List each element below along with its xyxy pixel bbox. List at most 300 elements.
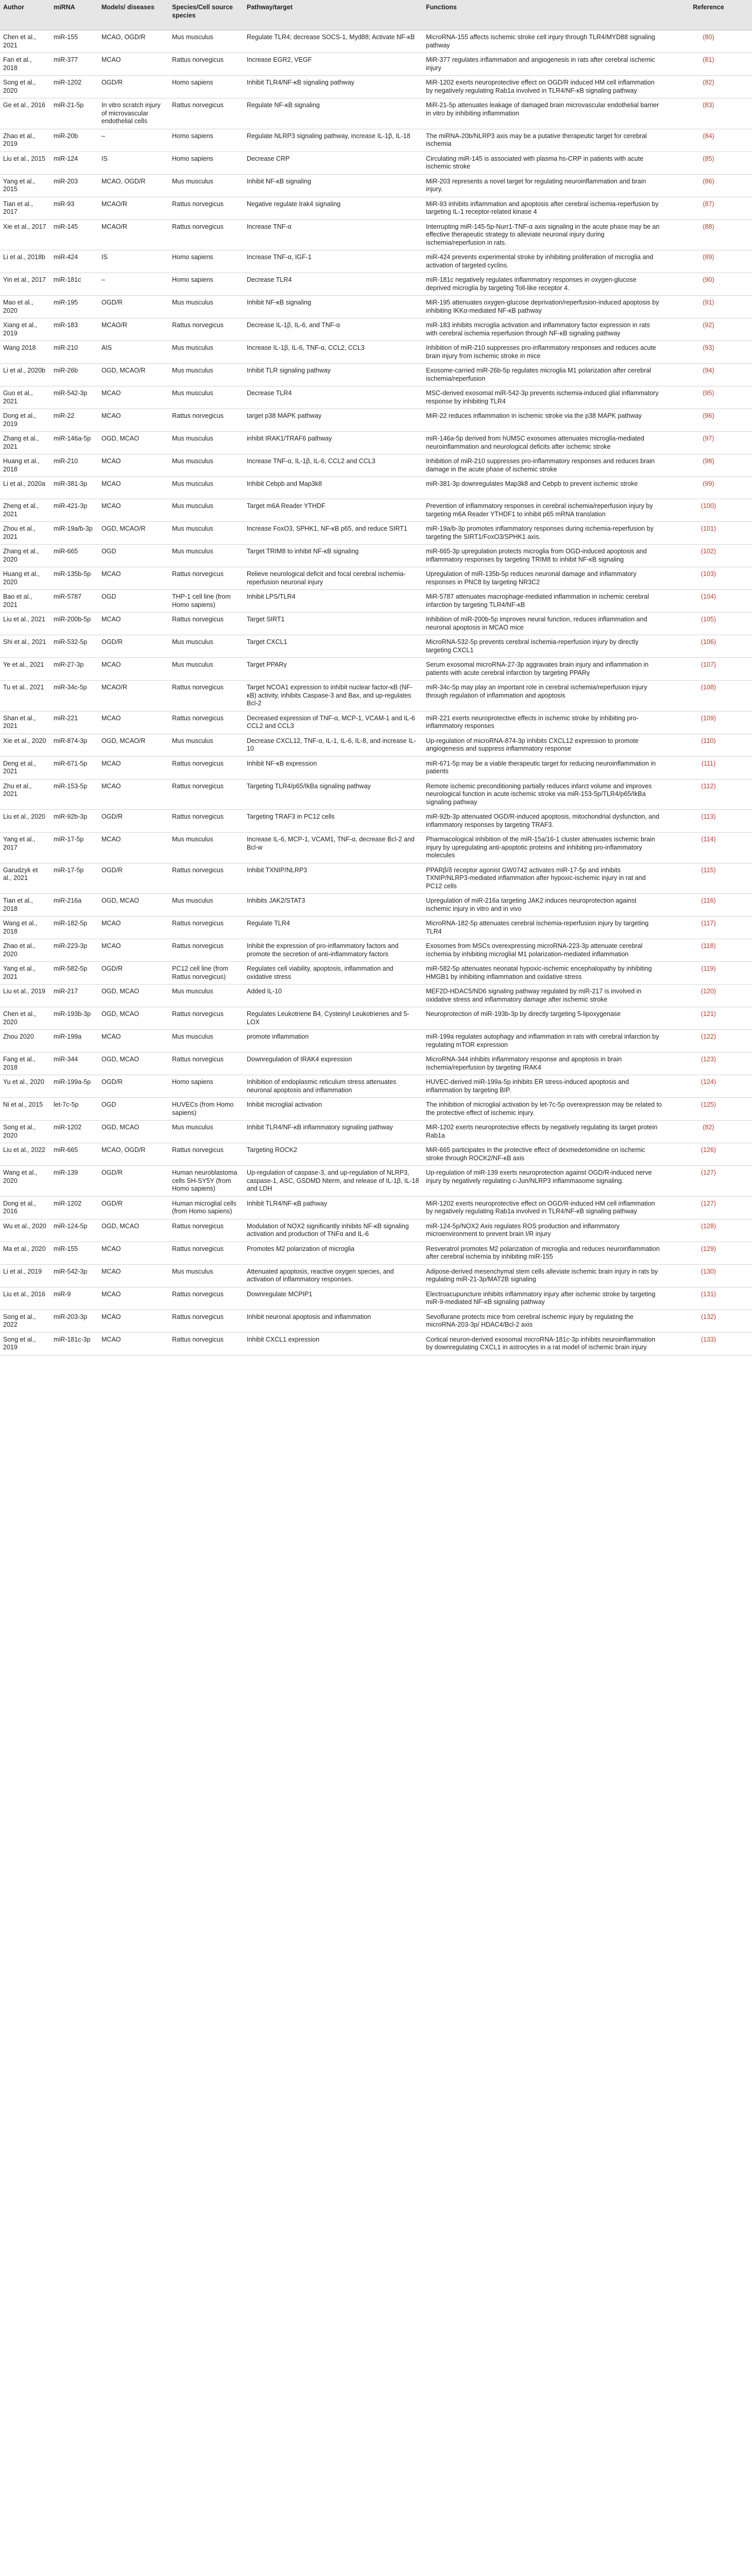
- cell-author: Zheng et al., 2021: [0, 499, 50, 522]
- cell-species: Rattus norvegicus: [169, 1219, 244, 1242]
- cell-reference[interactable]: (120): [665, 985, 752, 1007]
- cell-mirna: let-7c-5p: [50, 1098, 98, 1121]
- cell-function: MicroRNA-155 affects ischemic stroke cell injury through TLR4/MYD88 signaling pathway: [423, 30, 665, 53]
- cell-model: MCAO: [98, 454, 169, 477]
- cell-author: Yu et al., 2020: [0, 1075, 50, 1098]
- cell-author: Chen et al., 2021: [0, 30, 50, 53]
- cell-author: Li et al., 2019: [0, 1264, 50, 1287]
- cell-mirna: miR-20b: [50, 129, 98, 151]
- cell-reference[interactable]: (90): [665, 273, 752, 296]
- table-row: [0, 1332, 752, 1355]
- cell-model: OGD/R: [98, 76, 169, 98]
- cell-author: Xie et al., 2020: [0, 734, 50, 756]
- cell-pathway: Regulate TLR4: [244, 917, 423, 939]
- table-row: [0, 1143, 752, 1166]
- cell-author: Deng et al., 2021: [0, 756, 50, 779]
- cell-pathway: Increase TNF-α, IL-1β, IL-6, CCL2 and CCL3: [244, 454, 423, 477]
- cell-reference[interactable]: (106): [665, 635, 752, 658]
- cell-pathway: Promotes M2 polarization of microglia: [244, 1242, 423, 1264]
- cell-species: Mus musculus: [169, 545, 244, 567]
- cell-pathway: Inhibit neuronal apoptosis and inflammation: [244, 1310, 423, 1332]
- cell-reference[interactable]: (82): [665, 76, 752, 98]
- cell-species: Rattus norvegicus: [169, 567, 244, 590]
- cell-mirna: miR-665: [50, 545, 98, 567]
- cell-reference[interactable]: (88): [665, 219, 752, 250]
- cell-author: Chen et al., 2020: [0, 1007, 50, 1030]
- cell-model: In vitro scratch injury of microvascular endothelial cells: [98, 98, 169, 129]
- table-row: [0, 454, 752, 477]
- cell-function: MicroRNA-182-5p attenuates cerebral ischemia-reperfusion injury by targeting TLR4: [423, 917, 665, 939]
- cell-reference[interactable]: (94): [665, 364, 752, 386]
- cell-reference[interactable]: (85): [665, 151, 752, 174]
- cell-species: Mus musculus: [169, 341, 244, 364]
- cell-pathway: Target SIRT1: [244, 613, 423, 635]
- cell-author: Liu et al., 2016: [0, 1287, 50, 1310]
- cell-function: miR-181c negatively regulates inflammatory responses in oxygen-glucose deprived microglia by targeting Toll-like receptor 4.: [423, 273, 665, 296]
- cell-species: Homo sapiens: [169, 1075, 244, 1098]
- table-row: [0, 499, 752, 522]
- cell-mirna: miR-17-5p: [50, 833, 98, 863]
- cell-reference[interactable]: (102): [665, 545, 752, 567]
- cell-model: MCAO: [98, 1310, 169, 1332]
- header-species: Species/Cell source species: [169, 0, 244, 30]
- cell-species: Mus musculus: [169, 432, 244, 454]
- cell-model: MCAO: [98, 1242, 169, 1264]
- cell-mirna: miR-542-3p: [50, 386, 98, 409]
- cell-reference[interactable]: (112): [665, 779, 752, 810]
- cell-pathway: Inhibit CXCL1 expression: [244, 1332, 423, 1355]
- table-row: [0, 939, 752, 962]
- table-row: [0, 917, 752, 939]
- cell-author: Yang et al., 2021: [0, 962, 50, 985]
- cell-model: OGD/R: [98, 1075, 169, 1098]
- cell-function: MiR-377 regulates inflammation and angiogenesis in rats after cerebral ischemic injury: [423, 53, 665, 76]
- cell-function: PPARβ/δ receptor agonist GW0742 activates miR-17-5p and inhibits TXNIP/NLRP3-mediated inflammation after hypoxic-ischemic injury in rat and PC12 cells: [423, 863, 665, 894]
- cell-mirna: miR-1202: [50, 1121, 98, 1143]
- cell-author: Dong et al., 2019: [0, 409, 50, 432]
- cell-pathway: Decrease CRP: [244, 151, 423, 174]
- cell-species: Mus musculus: [169, 1030, 244, 1053]
- cell-author: Wang et al., 2020: [0, 1166, 50, 1197]
- cell-pathway: Attenuated apoptosis, reactive oxygen species, and activation of inflammatory responses.: [244, 1264, 423, 1287]
- cell-mirna: miR-17-5p: [50, 863, 98, 894]
- cell-model: MCAO: [98, 1264, 169, 1287]
- cell-pathway: Regulates cell viability, apoptosis, inflammation and oxidative stress: [244, 962, 423, 985]
- cell-pathway: Target NCOA1 expression to inhibit nuclear factor-κB (NF-κB) activity, inhibits Caspase-3 and Bax, and up-regulates Bcl-2: [244, 681, 423, 711]
- cell-pathway: Decrease TLR4: [244, 386, 423, 409]
- cell-species: Rattus norvegicus: [169, 197, 244, 219]
- cell-reference[interactable]: (105): [665, 613, 752, 635]
- cell-mirna: miR-22: [50, 409, 98, 432]
- cell-author: Huang et al., 2020: [0, 567, 50, 590]
- cell-author: Fang et al., 2018: [0, 1053, 50, 1075]
- cell-reference[interactable]: (110): [665, 734, 752, 756]
- table-row: [0, 1053, 752, 1075]
- cell-reference[interactable]: (130): [665, 1264, 752, 1287]
- cell-pathway: Inhibits JAK2/STAT3: [244, 894, 423, 917]
- cell-reference[interactable]: (127): [665, 1196, 752, 1219]
- cell-reference[interactable]: (81): [665, 53, 752, 76]
- cell-function: Circulating miR-145 is associated with plasma hs-CRP in patients with acute ischemic stroke: [423, 151, 665, 174]
- cell-model: OGD, MCAO/R: [98, 522, 169, 545]
- cell-reference[interactable]: (116): [665, 894, 752, 917]
- cell-species: HUVECs (from Homo sapiens): [169, 1098, 244, 1121]
- cell-function: Electroacupuncture inhibits inflammatory injury after ischemic stroke by targeting miR-9-mediated NF-κB signaling pathway: [423, 1287, 665, 1310]
- table-row: [0, 174, 752, 197]
- cell-function: Sevoflurane protects mice from cerebral ischemic injury by regulating the microRNA-203-3p/ HDAC4/Bcl-2 axis: [423, 1310, 665, 1332]
- cell-model: MCAO: [98, 499, 169, 522]
- cell-model: OGD/R: [98, 635, 169, 658]
- cell-function: miR-19a/b-3p promotes inflammatory responses during ischemia-reperfusion by targeting the SIRT1/FoxO3/SPHK1 axis.: [423, 522, 665, 545]
- cell-model: MCAO/R: [98, 219, 169, 250]
- cell-reference[interactable]: (87): [665, 197, 752, 219]
- table-row: [0, 1098, 752, 1121]
- cell-reference[interactable]: (86): [665, 174, 752, 197]
- cell-species: Rattus norvegicus: [169, 1053, 244, 1075]
- cell-pathway: Inhibit TLR4/NF-κB inflammatory signaling pathway: [244, 1121, 423, 1143]
- table-row: [0, 477, 752, 499]
- cell-reference[interactable]: (128): [665, 1219, 752, 1242]
- cell-reference[interactable]: (92): [665, 318, 752, 341]
- cell-species: Mus musculus: [169, 658, 244, 681]
- cell-species: Mus musculus: [169, 174, 244, 197]
- cell-model: OGD/R: [98, 863, 169, 894]
- cell-species: Rattus norvegicus: [169, 1310, 244, 1332]
- cell-model: –: [98, 129, 169, 151]
- cell-function: MiR-1202 exerts neuroprotective effect on OGD/R-induced HM cell inflammation by negatively regulating Rab1a involved in TLR4/NF-κB signaling pathway: [423, 1196, 665, 1219]
- table-row: [0, 129, 752, 151]
- cell-reference[interactable]: (95): [665, 386, 752, 409]
- cell-model: MCAO: [98, 917, 169, 939]
- cell-mirna: miR-92b-3p: [50, 810, 98, 833]
- cell-mirna: miR-155: [50, 1242, 98, 1264]
- cell-author: Fan et al., 2018: [0, 53, 50, 76]
- cell-model: OGD, MCAO: [98, 985, 169, 1007]
- cell-species: Mus musculus: [169, 985, 244, 1007]
- cell-reference[interactable]: (131): [665, 1287, 752, 1310]
- table-row: [0, 863, 752, 894]
- cell-reference[interactable]: (108): [665, 681, 752, 711]
- cell-function: Neuroprotection of miR-193b-3p by directly targeting 5-lipoxygenase: [423, 1007, 665, 1030]
- cell-author: Huang et al., 2018: [0, 454, 50, 477]
- cell-function: Serum exosomal microRNA-27-3p aggravates brain injury and inflammation in patients with acute cerebral infarction by targeting PPARγ: [423, 658, 665, 681]
- cell-function: Inhibition of miR-200b-5p improves neural function, reduces inflammation and neuronal apoptosis in MCAO mice: [423, 613, 665, 635]
- cell-pathway: Inhibit TLR signaling pathway: [244, 364, 423, 386]
- cell-model: MCAO: [98, 1030, 169, 1053]
- cell-reference[interactable]: (121): [665, 1007, 752, 1030]
- cell-species: Rattus norvegicus: [169, 1287, 244, 1310]
- cell-author: Liu et al., 2021: [0, 613, 50, 635]
- cell-function: Upregulation of miR-216a targeting JAK2 induces neuroprotection against ischemic injury in vitro and in vivo: [423, 894, 665, 917]
- cell-author: Ma et al., 2020: [0, 1242, 50, 1264]
- cell-mirna: miR-155: [50, 30, 98, 53]
- cell-author: Wu et al., 2020: [0, 1219, 50, 1242]
- cell-author: Yang et al., 2015: [0, 174, 50, 197]
- cell-species: Rattus norvegicus: [169, 1143, 244, 1166]
- cell-species: Rattus norvegicus: [169, 1242, 244, 1264]
- cell-author: Liu et al., 2022: [0, 1143, 50, 1166]
- cell-function: miR-92b-3p attenuated OGD/R-induced apoptosis, mitochondrial dysfunction, and inflammatory responses by targeting TRAF3.: [423, 810, 665, 833]
- table-row: [0, 432, 752, 454]
- cell-model: OGD: [98, 545, 169, 567]
- cell-author: Song et al., 2020: [0, 1121, 50, 1143]
- cell-author: Xie et al., 2017: [0, 219, 50, 250]
- cell-pathway: Inhibit NF-κB signaling: [244, 296, 423, 318]
- cell-model: OGD/R: [98, 962, 169, 985]
- cell-pathway: Decrease CXCL12, TNF-α, IL-1, IL-6, IL-8, and increase IL-10: [244, 734, 423, 756]
- cell-pathway: Inhibit LPS/TLR4: [244, 590, 423, 613]
- table-row: [0, 1166, 752, 1197]
- cell-reference[interactable]: (82): [665, 1121, 752, 1143]
- cell-mirna: miR-124: [50, 151, 98, 174]
- cell-pathway: Downregulation of IRAK4 expression: [244, 1053, 423, 1075]
- cell-model: MCAO: [98, 711, 169, 734]
- cell-function: Exosomes from MSCs overexpressing microRNA-223-3p attenuate cerebral ischemia by inhibiting microglial M1 polarization-mediated inflammation: [423, 939, 665, 962]
- cell-mirna: miR-210: [50, 341, 98, 364]
- cell-function: Adipose-derived mesenchymal stem cells alleviate ischemic brain injury in rats by regulating miR-21-3p/MAT2B signaling: [423, 1264, 665, 1287]
- table-row: [0, 98, 752, 129]
- cell-pathway: Inhibition of endoplasmic reticulum stress attenuates neuronal apoptosis and inflammation: [244, 1075, 423, 1098]
- cell-model: OGD/R: [98, 296, 169, 318]
- cell-model: MCAO: [98, 939, 169, 962]
- cell-pathway: Increase IL-6, MCP-1, VCAM1, TNF-α, decrease Bcl-2 and Bcl-w: [244, 833, 423, 863]
- cell-mirna: miR-193b-3p: [50, 1007, 98, 1030]
- cell-mirna: miR-21-5p: [50, 98, 98, 129]
- cell-function: MiR-5787 attenuates macrophage-mediated inflammation in ischemic cerebral infarction by targeting TLR4/NF-κB: [423, 590, 665, 613]
- table-row: [0, 734, 752, 756]
- cell-model: MCAO: [98, 386, 169, 409]
- cell-species: Rattus norvegicus: [169, 409, 244, 432]
- cell-reference[interactable]: (83): [665, 98, 752, 129]
- cell-species: Mus musculus: [169, 296, 244, 318]
- cell-model: OGD/R: [98, 1196, 169, 1219]
- cell-pathway: Downregulate MCPIP1: [244, 1287, 423, 1310]
- cell-function: Inhibition of miR-210 suppresses pro-inflammatory responses and reduces acute brain injury from ischemic stroke in mice: [423, 341, 665, 364]
- cell-reference[interactable]: (99): [665, 477, 752, 499]
- cell-function: miR-424 prevents experimental stroke by inhibiting proliferation of microglia and activation of targeted cyclins.: [423, 250, 665, 273]
- cell-reference[interactable]: (84): [665, 129, 752, 151]
- cell-pathway: Increase TNF-α: [244, 219, 423, 250]
- table-row: [0, 296, 752, 318]
- cell-reference[interactable]: (117): [665, 917, 752, 939]
- table-row: [0, 318, 752, 341]
- cell-species: Mus musculus: [169, 734, 244, 756]
- cell-model: MCAO/R: [98, 681, 169, 711]
- cell-pathway: Inhibit TLR4/NF-κB signaling pathway: [244, 76, 423, 98]
- table-row: [0, 409, 752, 432]
- cell-author: Tian et al., 2018: [0, 894, 50, 917]
- cell-function: Inhibition of miR-210 suppresses pro-inflammatory responses and reduces brain damage in the acute phase of ischemic stroke: [423, 454, 665, 477]
- cell-reference[interactable]: (109): [665, 711, 752, 734]
- cell-reference[interactable]: (133): [665, 1332, 752, 1355]
- cell-model: MCAO: [98, 833, 169, 863]
- cell-reference[interactable]: (91): [665, 296, 752, 318]
- cell-reference[interactable]: (123): [665, 1053, 752, 1075]
- cell-pathway: Inhibit NF-κB signaling: [244, 174, 423, 197]
- cell-pathway: Inhibit TXNIP/NLRP3: [244, 863, 423, 894]
- cell-function: Exosome-carried miR-26b-5p regulates microglia M1 polarization after cerebral ischemia/reperfusion: [423, 364, 665, 386]
- cell-model: OGD: [98, 1098, 169, 1121]
- cell-reference[interactable]: (104): [665, 590, 752, 613]
- cell-function: miR-381-3p downregulates Map3k8 and Cebpb to prevent ischemic stroke: [423, 477, 665, 499]
- cell-pathway: inhibit IRAK1/TRAF6 pathway: [244, 432, 423, 454]
- cell-reference[interactable]: (122): [665, 1030, 752, 1053]
- cell-reference[interactable]: (115): [665, 863, 752, 894]
- cell-reference[interactable]: (97): [665, 432, 752, 454]
- cell-reference[interactable]: (80): [665, 30, 752, 53]
- table-row: [0, 364, 752, 386]
- cell-mirna: miR-199a-5p: [50, 1075, 98, 1098]
- cell-reference[interactable]: (93): [665, 341, 752, 364]
- cell-reference[interactable]: (111): [665, 756, 752, 779]
- cell-reference[interactable]: (96): [665, 409, 752, 432]
- cell-model: MCAO, OGD/R: [98, 174, 169, 197]
- cell-species: Mus musculus: [169, 522, 244, 545]
- cell-model: OGD: [98, 590, 169, 613]
- cell-author: Xiang et al., 2019: [0, 318, 50, 341]
- cell-model: OGD, MCAO: [98, 1053, 169, 1075]
- cell-function: The inhibition of microglial activation by let-7c-5p overexpression may be related to the protective effect of ischemic injury.: [423, 1098, 665, 1121]
- cell-reference[interactable]: (89): [665, 250, 752, 273]
- cell-pathway: Inhibit TLR4/NF-κB pathway: [244, 1196, 423, 1219]
- cell-reference[interactable]: (113): [665, 810, 752, 833]
- cell-model: OGD/R: [98, 1166, 169, 1197]
- cell-model: MCAO: [98, 53, 169, 76]
- table-row: [0, 53, 752, 76]
- header-row: [0, 0, 752, 30]
- cell-species: Rattus norvegicus: [169, 98, 244, 129]
- cell-species: Rattus norvegicus: [169, 681, 244, 711]
- cell-author: Bao et al., 2021: [0, 590, 50, 613]
- cell-reference[interactable]: (114): [665, 833, 752, 863]
- cell-mirna: miR-203: [50, 174, 98, 197]
- cell-model: MCAO: [98, 1332, 169, 1355]
- cell-species: Rattus norvegicus: [169, 939, 244, 962]
- table-row: [0, 1310, 752, 1332]
- cell-species: Mus musculus: [169, 833, 244, 863]
- cell-reference[interactable]: (127): [665, 1166, 752, 1197]
- cell-mirna: miR-377: [50, 53, 98, 76]
- cell-reference[interactable]: (107): [665, 658, 752, 681]
- cell-author: Shi et al., 2021: [0, 635, 50, 658]
- cell-function: MEF2D-HDAC5/ND6 signaling pathway regulated by miR-217 is involved in oxidative stress and inflammatory damage after ischemic stroke: [423, 985, 665, 1007]
- cell-mirna: miR-135b-5p: [50, 567, 98, 590]
- cell-reference[interactable]: (100): [665, 499, 752, 522]
- cell-mirna: miR-665: [50, 1143, 98, 1166]
- cell-pathway: Regulate TLR4; decrease SOCS-1, Myd88; Activate NF-κB: [244, 30, 423, 53]
- cell-mirna: miR-27-3p: [50, 658, 98, 681]
- cell-reference[interactable]: (124): [665, 1075, 752, 1098]
- cell-mirna: miR-424: [50, 250, 98, 273]
- cell-function: Interrupting miR-145-5p-Nurr1-TNF-α axis signaling in the acute phase may be an effective therapeutic strategy to alleviate neuronal injury during ischemia/reperfusion in rats.: [423, 219, 665, 250]
- cell-author: Li et al., 2020a: [0, 477, 50, 499]
- cell-function: MiR-1202 exerts neuroprotective effect on OGD/R induced HM cell inflammation by negatively regulating Rab1a involved in TLR4/NF-κB signaling pathway: [423, 76, 665, 98]
- cell-reference[interactable]: (125): [665, 1098, 752, 1121]
- cell-species: Mus musculus: [169, 1121, 244, 1143]
- header-pathway: Pathway/target: [244, 0, 423, 30]
- cell-species: Rattus norvegicus: [169, 863, 244, 894]
- cell-function: Resveratrol promotes M2 polarization of microglia and reduces neuroinflammation after cerebral ischemia by inhibiting miR-155: [423, 1242, 665, 1264]
- cell-pathway: Increase TNF-α, IGF-1: [244, 250, 423, 273]
- cell-mirna: miR-223-3p: [50, 939, 98, 962]
- cell-function: Cortical neuron-derived exosomal microRNA-181c-3p inhibits neuroinflammation by downregulating CXCL1 in astrocytes in a rat model of ischemic brain injury: [423, 1332, 665, 1355]
- table-row: [0, 985, 752, 1007]
- cell-mirna: miR-5787: [50, 590, 98, 613]
- cell-species: Rattus norvegicus: [169, 53, 244, 76]
- cell-model: MCAO: [98, 567, 169, 590]
- cell-pathway: Inhibit Cebpb and Map3k8: [244, 477, 423, 499]
- table-row: [0, 1219, 752, 1242]
- cell-reference[interactable]: (119): [665, 962, 752, 985]
- cell-pathway: Increase IL-1β, IL-6, TNF-α, CCL2, CCL3: [244, 341, 423, 364]
- cell-reference[interactable]: (132): [665, 1310, 752, 1332]
- cell-pathway: Up-regulation of caspase-3, and up-regulation of NLRP3, caspase-1, ASC, GSDMD Nterm, and release of IL-1β, IL-18 and LDH: [244, 1166, 423, 1197]
- cell-function: MiR-22 reduces inflammation in ischemic stroke via the p38 MAPK pathway: [423, 409, 665, 432]
- cell-mirna: miR-34c-5p: [50, 681, 98, 711]
- cell-pathway: Targeting TLR4/p65/IkBa signaling pathway: [244, 779, 423, 810]
- table-row: [0, 250, 752, 273]
- cell-species: Homo sapiens: [169, 76, 244, 98]
- cell-author: Mao et al., 2020: [0, 296, 50, 318]
- table-row: [0, 151, 752, 174]
- table-row: [0, 962, 752, 985]
- cell-pathway: Increase EGR2, VEGF: [244, 53, 423, 76]
- header-models: Models/ diseases: [98, 0, 169, 30]
- table-row: [0, 1075, 752, 1098]
- table-row: [0, 386, 752, 409]
- cell-reference[interactable]: (129): [665, 1242, 752, 1264]
- cell-mirna: miR-582-5p: [50, 962, 98, 985]
- cell-reference[interactable]: (118): [665, 939, 752, 962]
- cell-function: Up-regulation of miR-139 exerts neuroprotection against OGD/R-induced nerve injury by negatively regulating c-Jun/NLRP3 inflammasome signaling.: [423, 1166, 665, 1197]
- cell-mirna: miR-26b: [50, 364, 98, 386]
- cell-author: Song et al., 2020: [0, 76, 50, 98]
- cell-pathway: Targeting ROCK2: [244, 1143, 423, 1166]
- cell-pathway: Inhibit NF-κB expression: [244, 756, 423, 779]
- cell-reference[interactable]: (98): [665, 454, 752, 477]
- cell-model: MCAO: [98, 409, 169, 432]
- table-row: [0, 76, 752, 98]
- cell-function: HUVEC-derived miR-199a-5p inhibits ER stress-induced apoptosis and inflammation by targeting BIP.: [423, 1075, 665, 1098]
- cell-mirna: miR-421-3p: [50, 499, 98, 522]
- cell-species: Rattus norvegicus: [169, 613, 244, 635]
- cell-reference[interactable]: (101): [665, 522, 752, 545]
- table-row: [0, 810, 752, 833]
- cell-model: OGD, MCAO: [98, 432, 169, 454]
- cell-pathway: Increase FoxO3, SPHK1, NF-κB p65, and reduce SIRT1: [244, 522, 423, 545]
- cell-pathway: Regulate NLRP3 signaling pathway, increase IL-1β, IL-18: [244, 129, 423, 151]
- cell-function: miR-124-5p/NOX2 Axis regulates ROS production and inflammatory microenvironment to prevent brain I/R injury: [423, 1219, 665, 1242]
- cell-model: MCAO: [98, 779, 169, 810]
- cell-species: Mus musculus: [169, 499, 244, 522]
- table-row: [0, 545, 752, 567]
- table-row: [0, 30, 752, 53]
- cell-model: OGD, MCAO/R: [98, 734, 169, 756]
- cell-mirna: miR-1202: [50, 1196, 98, 1219]
- cell-reference[interactable]: (103): [665, 567, 752, 590]
- table-row: [0, 635, 752, 658]
- cell-reference[interactable]: (126): [665, 1143, 752, 1166]
- cell-mirna: miR-124-5p: [50, 1219, 98, 1242]
- cell-mirna: miR-532-5p: [50, 635, 98, 658]
- table-row: [0, 833, 752, 863]
- cell-pathway: Inhibit the expression of pro-inflammatory factors and promote the secretion of anti-inflammatory factors: [244, 939, 423, 962]
- table-row: [0, 658, 752, 681]
- cell-model: MCAO: [98, 756, 169, 779]
- cell-author: Zhu et al., 2021: [0, 779, 50, 810]
- cell-pathway: Decrease TLR4: [244, 273, 423, 296]
- cell-model: IS: [98, 151, 169, 174]
